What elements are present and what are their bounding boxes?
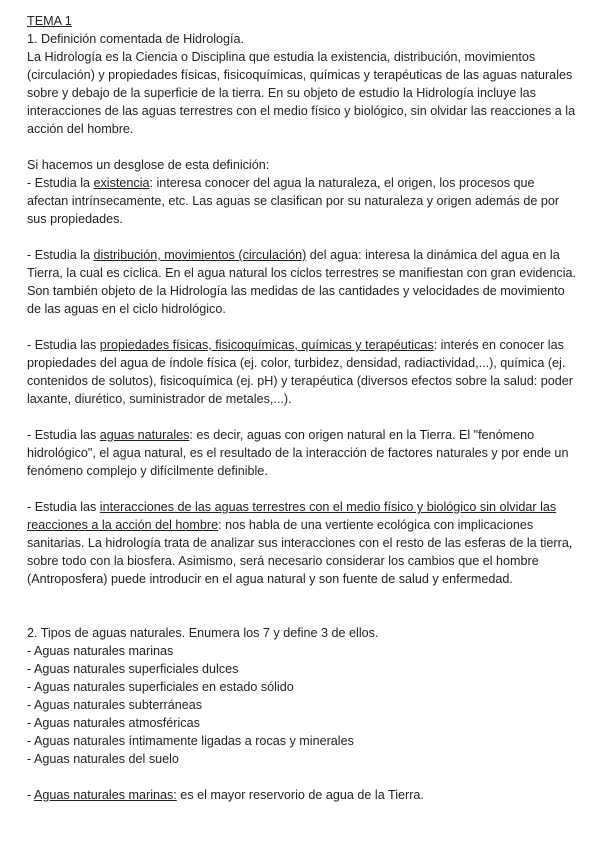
breakdown-item-distribucion: - Estudia la distribución, movimientos (circulación) del agua: interesa la dinámica del agua en la Tierra, la cual es cíclica. En el agua natural los ciclos terrestres se manifiestan con gran evidencia. Son también objeto de la Hidrología las medidas de las cantidades y velocidades de movimiento de las aguas en el ciclo hidrológico. bbox=[27, 248, 577, 316]
term-aguas-naturales: aguas naturales bbox=[99, 428, 190, 442]
breakdown-item-aguas-naturales: - Estudia las aguas naturales: es decir, aguas con origen natural en la Tierra. El "fenómeno hidrológico", el agua natural, es el resultado de la interacción de factores naturales y por ende un fenómeno complejo y difícilmente definible. bbox=[27, 428, 569, 478]
water-types-list bbox=[27, 642, 578, 768]
document-title: TEMA 1 bbox=[27, 14, 72, 28]
section-2-heading: 2. Tipos de aguas naturales. Enumera los 7 y define 3 de ellos. bbox=[27, 626, 379, 640]
term-interacciones: interacciones de las aguas terrestres con el medio físico y biológico sin olvidar las reacciones a la acción del hombre bbox=[27, 500, 557, 532]
term-distribucion: distribución, movimientos (circulación) bbox=[93, 248, 307, 262]
breakdown-intro: Si hacemos un desglose de esta definición: bbox=[27, 158, 270, 172]
list-item: - Aguas naturales íntimamente ligadas a rocas y minerales bbox=[27, 734, 354, 748]
section-1-heading: 1. Definición comentada de Hidrología. bbox=[27, 32, 245, 46]
term-propiedades: propiedades físicas, fisicoquímicas, químicas y terapéuticas bbox=[99, 338, 434, 352]
list-item: - Aguas naturales del suelo bbox=[27, 752, 179, 766]
list-item: - Aguas naturales subterráneas bbox=[27, 698, 203, 712]
term-existencia: existencia bbox=[93, 176, 150, 190]
list-item: - Aguas naturales marinas bbox=[27, 644, 174, 658]
list-item: - Aguas naturales atmosféricas bbox=[27, 716, 200, 730]
breakdown-item-existencia: - Estudia la existencia: interesa conocer del agua la naturaleza, el origen, los procesos que afectan intrínsecamente, etc. Las aguas se clasifican por su naturaleza y origen además de por sus propiedades. bbox=[27, 176, 560, 226]
section-1-intro: La Hidrología es la Ciencia o Disciplina que estudia la existencia, distribución, movimientos (circulación) y propiedades físicas, fisicoquímicas, químicas y terapéuticas de las aguas naturales sobre y debajo de la superficie de la tierra. En su objeto de estudio la Hidrología incluye las interacciones de las aguas terrestres con el medio físico y biológico, sin olvidar las reacciones a la acción del hombre. bbox=[27, 50, 576, 136]
definition-aguas-marinas: - Aguas naturales marinas: es el mayor reservorio de agua de la Tierra. bbox=[27, 788, 424, 802]
breakdown-item-interacciones: - Estudia las interacciones de las aguas terrestres con el medio físico y biológico sin olvidar las reacciones a la acción del hombre: nos habla de una vertiente ecológica con implicaciones sanitarias. La hidrología trata de analizar sus interacciones con el resto de las esferas de la tierra, sobre todo con la biosfera. Asimismo, será necesario considerar los cambios que el hombre (Antroposfera) puede introducir en el agua natural y son fuente de salud y enfermedad. bbox=[27, 500, 573, 586]
list-item: - Aguas naturales superficiales en estado sólido bbox=[27, 680, 294, 694]
breakdown-item-propiedades: - Estudia las propiedades físicas, fisicoquímicas, químicas y terapéuticas: interés en conocer las propiedades del agua de índole física (ej. color, turbidez, densidad, radiactividad,...), química (ej. contenidos de solutos), fisicoquímica (ej. pH) y terapéutica (diversos efectos sobre la salud: poder laxante, diurético, suministrador de metales,...). bbox=[27, 338, 574, 406]
list-item: - Aguas naturales superficiales dulces bbox=[27, 662, 239, 676]
term-aguas-marinas: Aguas naturales marinas: bbox=[34, 788, 177, 802]
